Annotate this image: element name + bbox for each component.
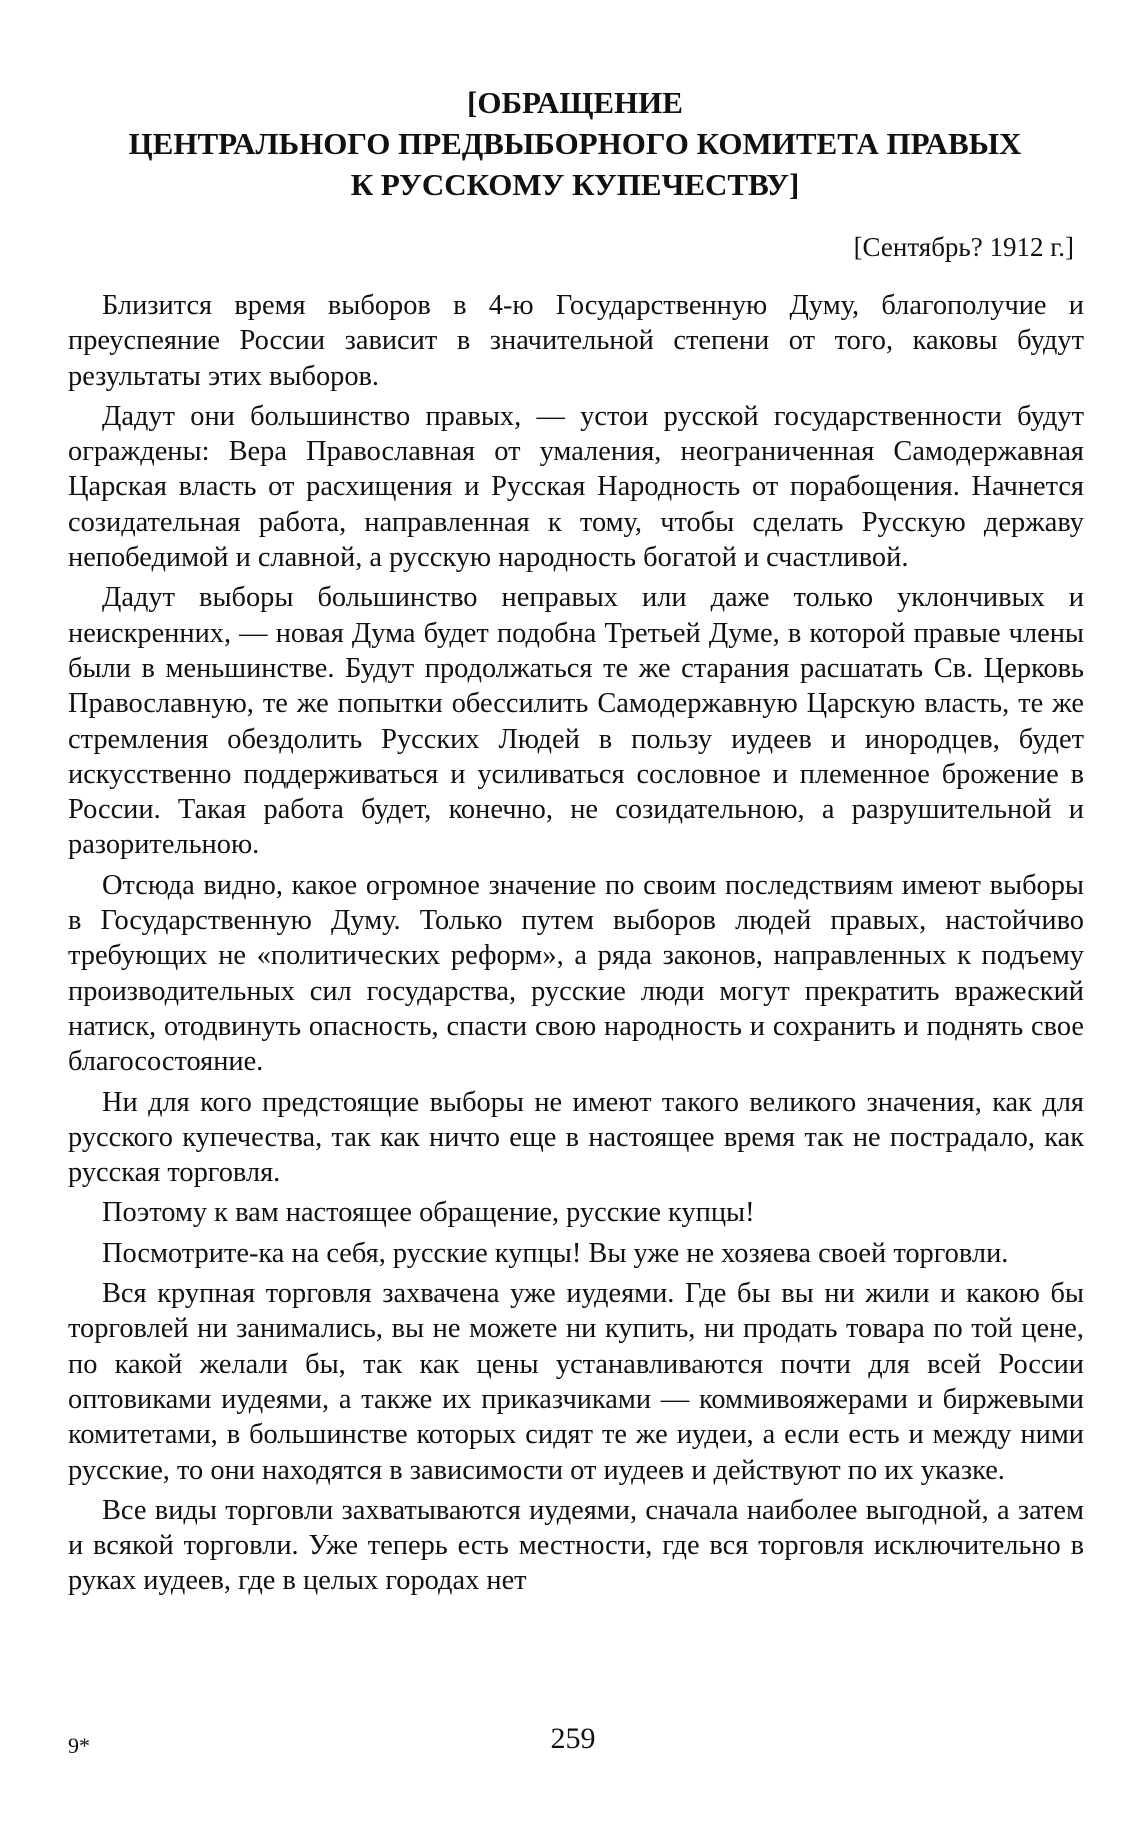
paragraph: Дадут они большинство правых, — устои русской государственности будут ограждены: Вера Православная от умаления, неограниченная Самодержавная Царская власть от расхищения и Русская Народность от порабощения. Начнется созидательная работа, направленная к тому, чтобы сделать Русскую державу непобедимой и славной, а русскую народность богатой и счастливой. (68, 400, 1084, 574)
paragraph: Вся крупная торговля захвачена уже иудеями. Где бы вы ни жили и какою бы торговлей ни занимались, вы не можете ни купить, ни продать товара по той цене, по какой желали бы, так как цены устанавливаются почти для всей России оптовиками иудеями, а также их приказчиками — коммивояжерами и биржевыми комитетами, в большинстве которых сидят те же иудеи, а если есть и между ними русские, то они находятся в зависимости от иудеев и действуют по их указке. (68, 1278, 1084, 1486)
paragraph: Поэтому к вам настоящее обращение, русские купцы! (102, 1197, 755, 1229)
paragraph: Дадут выборы большинство неправых или даже только уклончивых и неискренних, — новая Дума будет подобна Третьей Думе, в которой правые члены были в меньшинстве. Будут продолжаться те же старания расшатать Св. Церковь Православную, те же попытки обессилить Самодержавную Царскую власть, те же стремления обездолить Русских Людей в пользу иудеев и инородцев, будет искусственно поддерживаться и усиливаться сословное и племенное брожение в России. Такая работа будет, конечно, не созидательною, а разрушительной и разорительною. (68, 582, 1084, 861)
paragraph: Ни для кого предстоящие выборы не имеют такого великого значения, как для русского купечества, так как ничто еще в настоящее время так не пострадало, как русская торговля. (68, 1086, 1084, 1189)
title-line: [ОБРАЩЕНИЕ (467, 85, 683, 120)
paragraph: Посмотрите-ка на себя, русские купцы! Вы уже не хозяева своей торговли. (102, 1237, 1009, 1269)
page-number: 259 (550, 1722, 596, 1755)
document-title (60, 82, 1090, 205)
paragraph: Близится время выборов в 4-ю Государственную Думу, благополучие и преуспеяние России зависит в значительной степени от того, каковы будут результаты этих выборов. (68, 290, 1084, 392)
title-line: К РУССКОМУ КУПЕЧЕСТВУ] (350, 167, 800, 202)
paragraph: Все виды торговли захватываются иудеями, сначала наиболее выгодной, а затем и всякой торговли. Уже теперь есть местности, где вся торговля исключительно в руках иудеев, где в целых городах нет (68, 1494, 1084, 1597)
paragraph: Отсюда видно, какое огромное значение по своим последствиям имеют выборы в Государственную Думу. Только путем выборов людей правых, настойчиво требующих не «политических реформ», а ряда законов, направленных к подъему производительных сил государства, русские люди могут прекратить вражеский натиск, отодвинуть опасность, спасти свою народность и сохранить и поднять свое благосостояние. (68, 869, 1084, 1078)
document-body (68, 288, 1084, 1604)
title-line: ЦЕНТРАЛЬНОГО ПРЕДВЫБОРНОГО КОМИТЕТА ПРАВЫХ (128, 126, 1022, 161)
signature-mark: 9* (68, 1733, 90, 1758)
document-date: [Сентябрь? 1912 г.] (853, 232, 1074, 262)
